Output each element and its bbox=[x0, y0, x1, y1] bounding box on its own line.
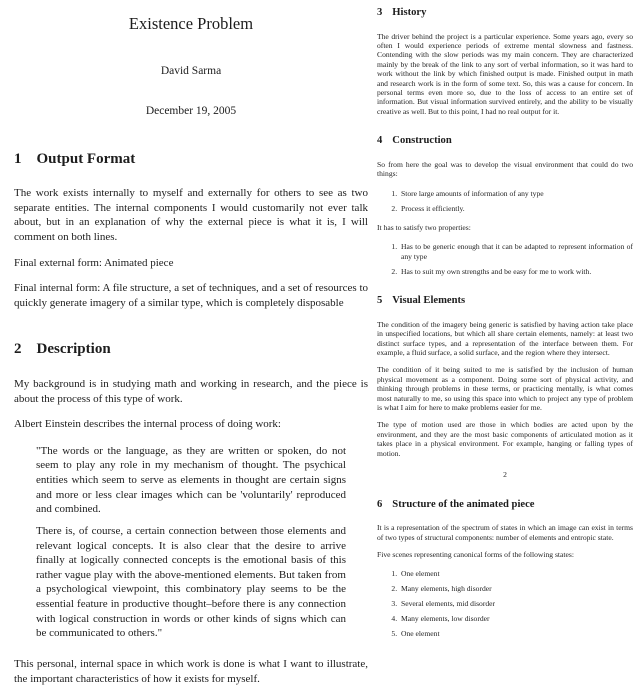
section-number: 5 bbox=[377, 295, 383, 307]
list-item: 2. Has to suit my own strengths and be easy for me to work with. bbox=[399, 267, 633, 276]
paragraph: It has to satisfy two properties: bbox=[377, 223, 471, 233]
section-title: Output Format bbox=[36, 150, 136, 167]
section-heading-5 bbox=[377, 295, 633, 307]
document-author: David Sarma bbox=[160, 64, 222, 77]
section-heading-4 bbox=[377, 135, 633, 147]
paragraph: The type of motion used are those in which bodies are acted upon by the environment, and they are the most basic components of articulated motion as it takes place in a physical environment. For example, hanging or falling types of motion. bbox=[377, 420, 633, 458]
paragraph: So from here the goal was to develop the visual environment that could do two things: bbox=[377, 159, 633, 179]
paragraph: It is a representation of the spectrum of states in which an image can exist in terms of two types of structural components: number of elements and entropic state. bbox=[377, 523, 633, 542]
section-title: Construction bbox=[392, 135, 452, 147]
paragraph: Albert Einstein describes the internal process of doing work: bbox=[14, 418, 281, 431]
page-2-column bbox=[377, 2, 633, 648]
paragraph: The work exists internally to myself and externally for others to see as two separate entities. The internal components I would customarily not ever talk about, but in an explanation of why the external piece is what it is, I will comment on both lines. bbox=[14, 187, 368, 243]
list-item: 2. Many elements, high disorder bbox=[399, 584, 633, 593]
list-item: 2. Process it efficiently. bbox=[399, 204, 633, 213]
paragraph: The condition of it being suited to me is satisfied by the inclusion of human physical movement as a component. Doing some sort of physical activity, and thinking through problems in these terms, or practicing mentally, is what comes most naturally to me, so using this space into which to project any type of problem is what I aim for here to make problems easier for me. bbox=[377, 365, 633, 413]
page-1-column bbox=[14, 6, 368, 697]
page-number: 2 bbox=[503, 470, 507, 480]
paragraph: Five scenes representing canonical forms of the following states: bbox=[377, 549, 574, 559]
title-block bbox=[14, 13, 368, 120]
quote-paragraph: There is, of course, a certain connection between those elements and relevant logical concepts. It is also clear that the desire to arrive finally at logically connected concepts is the emotional basis of this rather vague play with the above-mentioned elements. But taken from a psychological viewpoint, this combinatory play seems to be the essential feature in productive thought–before there is any connection with logical construction in words or other kinds of signs which can be communicated to others." bbox=[36, 524, 346, 640]
section-title: Structure of the animated piece bbox=[392, 498, 535, 510]
paragraph: My background is in studying math and working in research, and the piece is about the process of this type of work. bbox=[14, 377, 368, 405]
list-item: 1. Store large amounts of information of any type bbox=[399, 189, 633, 198]
section-heading-3 bbox=[377, 7, 633, 19]
list-item: 1. Has to be generic enough that it can be adapted to represent information of any type bbox=[399, 242, 633, 261]
section-heading-6 bbox=[377, 499, 633, 511]
section-number: 2 bbox=[14, 341, 22, 358]
page-1-sections bbox=[14, 151, 368, 687]
paragraph: Final internal form: A file structure, a set of techniques, and a set of resources to quickly generate imagery of a similar type, which is completely disposable bbox=[14, 282, 368, 309]
section-number: 6 bbox=[377, 498, 383, 510]
section-number: 4 bbox=[377, 135, 383, 147]
list-item: 1. One element bbox=[399, 569, 633, 578]
ordered-list bbox=[386, 189, 633, 213]
document-date: December 19, 2005 bbox=[145, 105, 237, 118]
section-heading-1 bbox=[14, 151, 368, 168]
ordered-list bbox=[386, 569, 633, 638]
list-item: 5. One element bbox=[399, 629, 633, 638]
document-title: Existence Problem bbox=[128, 14, 254, 33]
section-number: 3 bbox=[377, 7, 383, 18]
quote-paragraph: "The words or the language, as they are written or spoken, do not seem to play any role in my mechanism of thought. The psychical entities which seem to serve as elements in thought are certain signs and more or less clear images which can be 'voluntarily' reproduced and combined. bbox=[36, 444, 346, 516]
section-title: Visual Elements bbox=[392, 295, 466, 307]
page-2-sections bbox=[377, 7, 633, 638]
paragraph: The condition of the imagery being generic is satisfied by having action take place in unspecified locations, but which all share certain elements, namely: at least two distinct surface types, and a representation of the interface between them. For example, a fluid surface, a solid surface, and the region where they intersect. bbox=[377, 319, 633, 358]
paragraph: This personal, internal space in which work is done is what I want to illustrate, the important characteristics of how it exists for myself. bbox=[14, 657, 368, 685]
paragraph: The driver behind the project is a particular experience. Some years ago, every so often I would experience periods of extreme mental slowness and fastness. Contending with the slow periods was my main concern. They are characterized mainly by the break of the link to any sort of verbal information, so it was hard to work without the link by which finished output is made. Finished output in math and research work is in the form of some text. So, this was a cause for concern. In personal terms even more so, due to the loss of access to an entire set of information. But visual information survived entirely, and the ability to be visually creative as well. But to this point, I had no real output for it. bbox=[377, 31, 633, 116]
paragraph: Final external form: Animated piece bbox=[14, 256, 174, 269]
section-title: History bbox=[392, 7, 427, 18]
section-title: Description bbox=[36, 341, 111, 358]
list-item: 3. Several elements, mid disorder bbox=[399, 599, 633, 608]
section-heading-2 bbox=[14, 341, 368, 358]
list-item: 4. Many elements, low disorder bbox=[399, 614, 633, 623]
section-number: 1 bbox=[14, 150, 22, 167]
ordered-list bbox=[386, 242, 633, 276]
